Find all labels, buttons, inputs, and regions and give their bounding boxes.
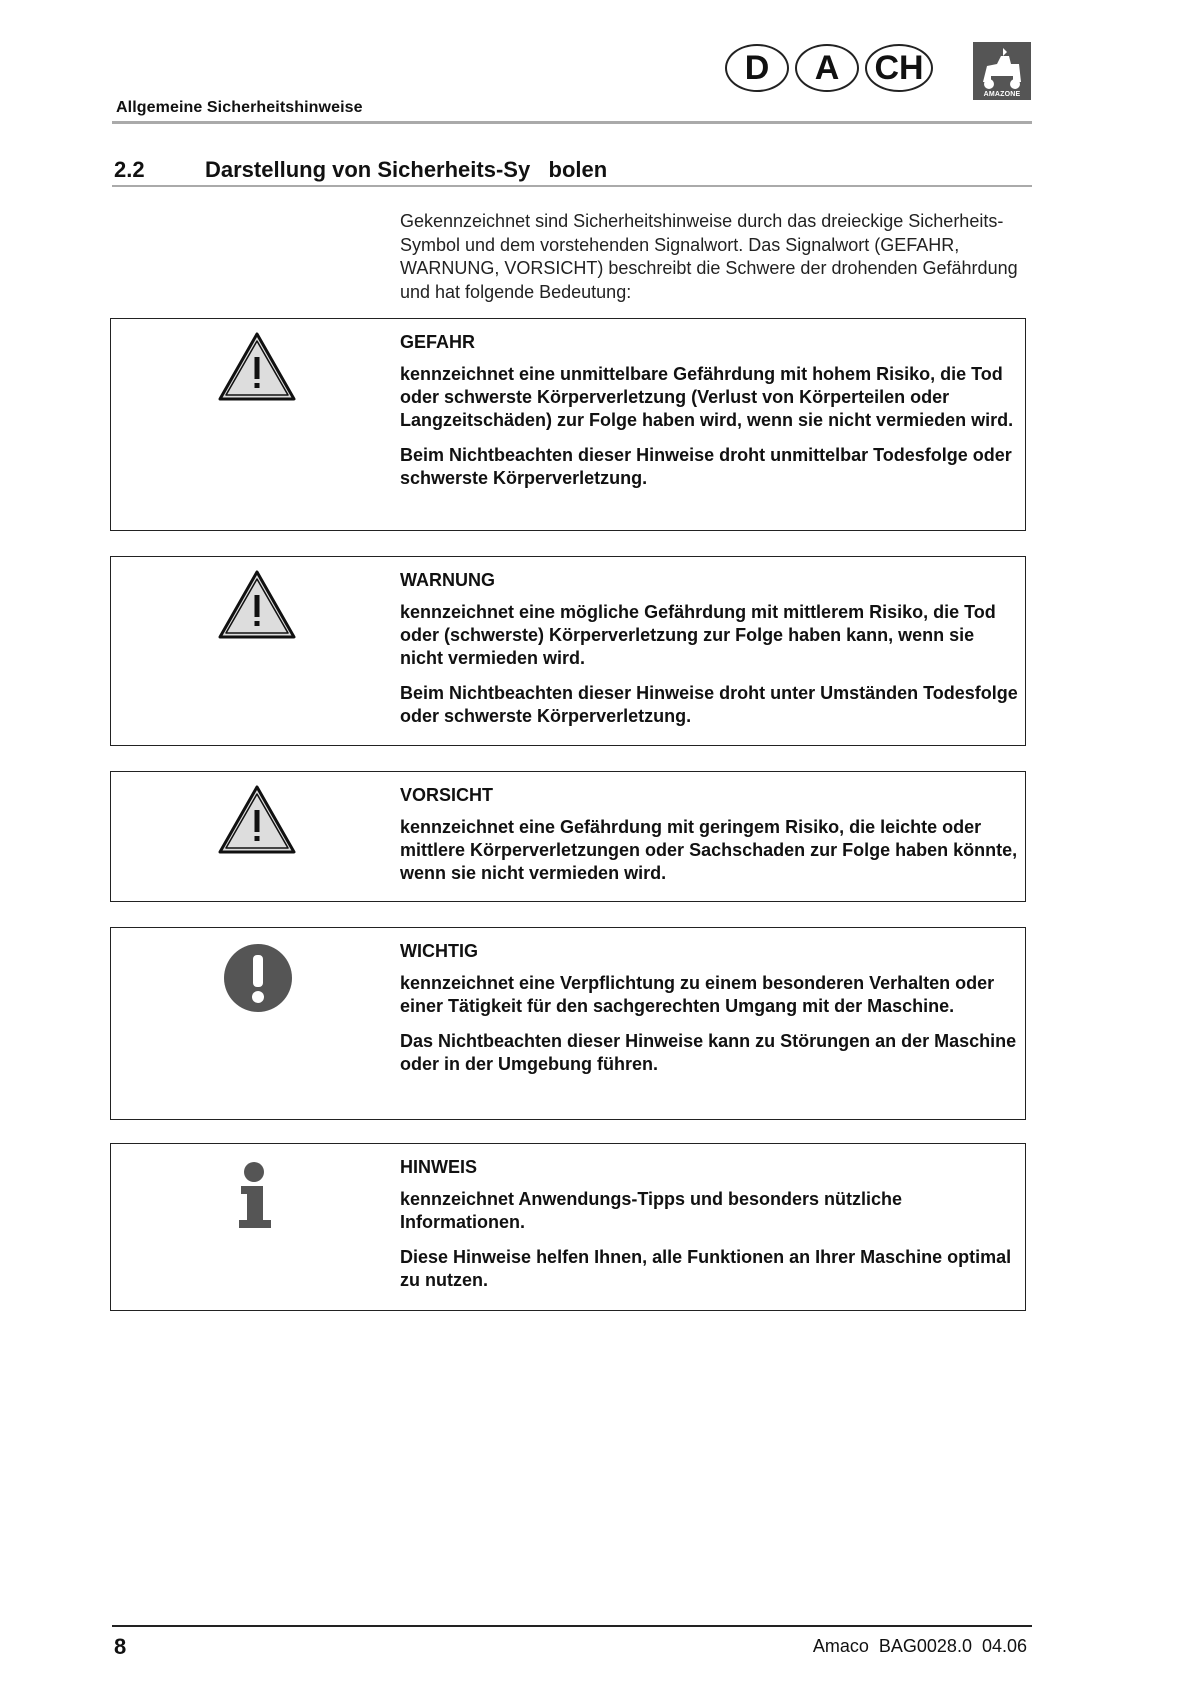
page-number: 8 <box>114 1634 127 1659</box>
notice-signal-word: VORSICHT <box>400 785 494 805</box>
footer-divider <box>112 1625 1032 1627</box>
intro-paragraph: Gekennzeichnet sind Sicherheitshinweise durch das dreieckige Sicherheits-Symbol und dem vorstehenden Signalwort. Das Signalwort (GEFAHR, WARNUNG, VORSICHT) beschreibt die Schwere der drohenden Gefährdung und hat folgende Bedeutung: <box>400 211 1018 302</box>
notice-description: kennzeichnet eine mögliche Gefährdung mit mittlerem Risiko, die Tod oder (schwerste) Körperverletzung zur Folge haben kann, wenn sie nicht vermieden wird. <box>400 602 996 668</box>
notice-consequence: Beim Nichtbeachten dieser Hinweise droht unmittelbar Todesfolge oder schwerste Körperverletzung. <box>400 445 1012 488</box>
notice-signal-word: WICHTIG <box>400 941 478 961</box>
notice-description: kennzeichnet eine unmittelbare Gefährdung mit hohem Risiko, die Tod oder schwerste Körperverletzung (Verlust von Körperteilen oder Langzeitschäden) zur Folge haben wird, wenn sie nicht vermieden wird. <box>400 364 1014 430</box>
notice-signal-word: WARNUNG <box>400 570 495 590</box>
notice-description: kennzeichnet eine Verpflichtung zu einem besonderen Verhalten oder einer Tätigkeit für den sachgerechten Umgang mit der Maschine. <box>400 973 995 1016</box>
header-divider <box>112 121 1032 124</box>
warning-triangle-icon <box>217 331 297 408</box>
section-divider <box>112 185 1032 187</box>
section-title: Darstellung von Sicherheits-Sy bolen <box>205 157 608 182</box>
notice-gefahr <box>110 318 1026 531</box>
amazone-logo <box>973 42 1031 100</box>
notice-wichtig <box>110 927 1026 1120</box>
warning-triangle-icon <box>217 784 297 861</box>
notice-hinweis <box>110 1143 1026 1311</box>
notice-consequence: Das Nichtbeachten dieser Hinweise kann zu Störungen an der Maschine oder in der Umgebung führen. <box>400 1031 1017 1074</box>
country-badge-d: D <box>725 44 789 92</box>
header-title: Allgemeine Sicherheitshinweise <box>116 99 363 116</box>
notice-signal-word: HINWEIS <box>400 1157 478 1177</box>
notice-description: kennzeichnet eine Gefährdung mit geringem Risiko, die leichte oder mittlere Körperverletzungen oder Sachschaden zur Folge haben könnte, wenn sie nicht vermieden wird. <box>400 817 1018 883</box>
notice-vorsicht <box>110 771 1026 902</box>
warning-triangle-icon <box>217 569 297 646</box>
country-badge-ch: CH <box>865 44 933 92</box>
notice-warnung <box>110 556 1026 746</box>
logo-text: AMAZONE <box>983 91 1021 98</box>
notice-consequence: Beim Nichtbeachten dieser Hinweise droht unter Umständen Todesfolge oder schwerste Körperverletzung. <box>400 683 1018 726</box>
notice-consequence: Diese Hinweise helfen Ihnen, alle Funktionen an Ihrer Maschine optimal zu nutzen. <box>400 1247 1012 1290</box>
section-number: 2.2 <box>114 157 145 182</box>
exclamation-circle-icon <box>223 943 293 1018</box>
info-icon <box>237 1162 277 1235</box>
notice-signal-word: GEFAHR <box>400 332 476 352</box>
notice-description: kennzeichnet Anwendungs-Tipps und besonders nützliche Informationen. <box>400 1189 903 1232</box>
country-badge-a: A <box>795 44 859 92</box>
document-reference: Amaco BAG0028.0 04.06 <box>812 1636 1027 1656</box>
